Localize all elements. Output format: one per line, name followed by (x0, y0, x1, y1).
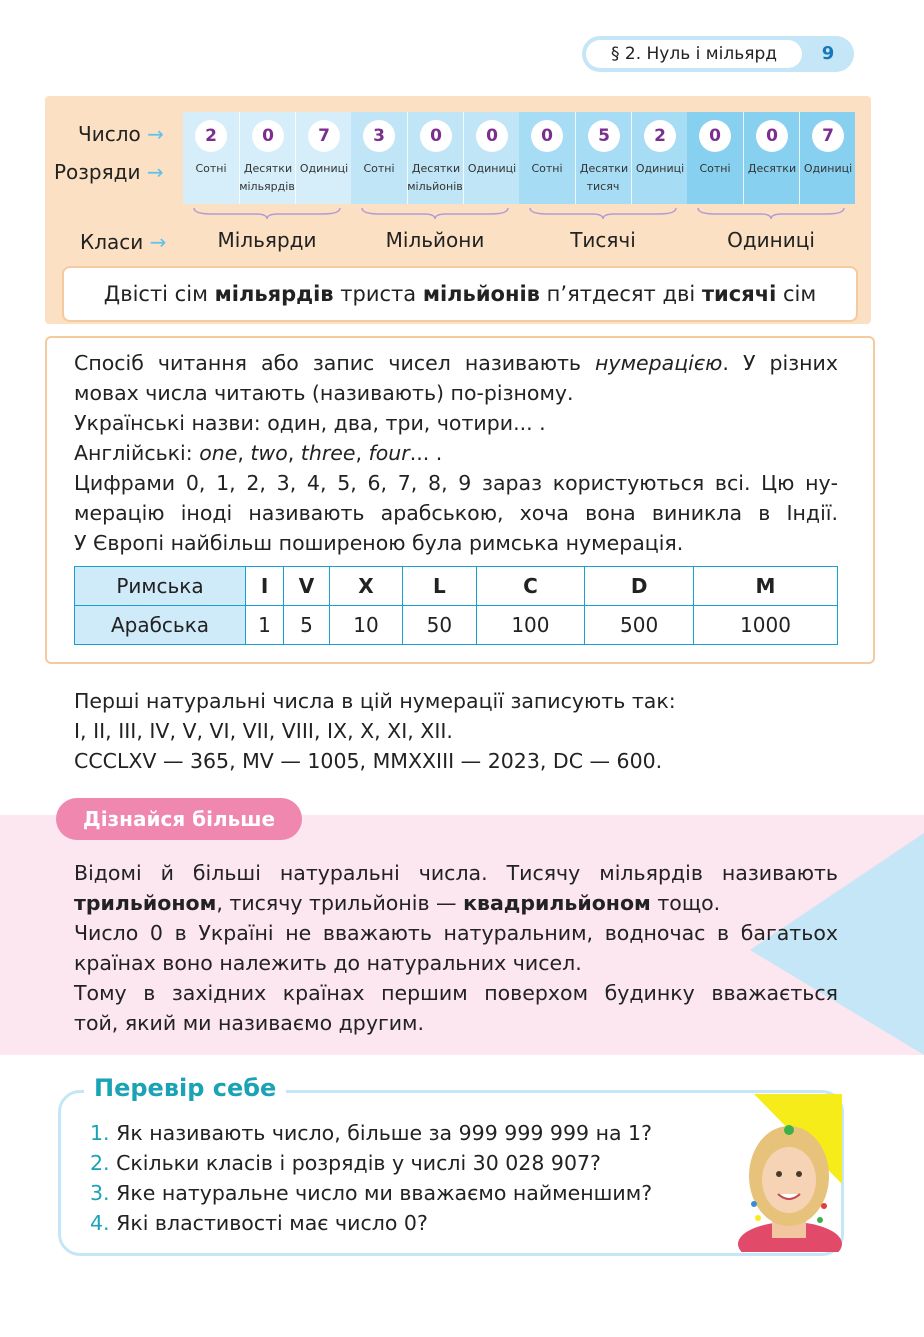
question-item: 2. Скільки класів і розрядів у числі 30 028 907? (90, 1151, 601, 1175)
rank-label: Одиниці (467, 162, 517, 175)
class-name: Мільйони (385, 228, 485, 252)
rank-label: Одиниці (803, 162, 853, 175)
rank-label: Десятки (411, 162, 461, 175)
paragraph: той, який ми називаємо другим. (74, 1011, 425, 1035)
digit: 7 (812, 120, 844, 152)
paragraph: Англійські: one, two, three, four... . (74, 441, 443, 465)
digit: 2 (195, 120, 227, 152)
page-number: 9 (821, 43, 835, 64)
rank-label: Десятки (579, 162, 629, 175)
paragraph: Цифрами 0, 1, 2, 3, 4, 5, 6, 7, 8, 9 зараз користуються всі. Цю ну- (74, 471, 838, 495)
paragraph: Перші натуральні числа в цій нумерації записують так: (74, 689, 676, 713)
table-cell: 100 (476, 606, 585, 645)
rank-sublabel: мільйонів (407, 180, 463, 193)
brace-icon (696, 206, 846, 220)
paragraph: Число 0 в Україні не вважають натуральним, водночас в багатьох (74, 921, 838, 945)
rank-label: Одиниці (299, 162, 349, 175)
brace-icon (192, 206, 342, 220)
table-cell: V (284, 567, 330, 606)
digit: 0 (756, 120, 788, 152)
table-cell: D (585, 567, 694, 606)
paragraph: мерацію іноді називають арабською, хоча вона виникла в Індії. (74, 501, 838, 525)
class-group-units (687, 112, 855, 204)
class-name: Тисячі (570, 228, 636, 252)
rank-label: Сотні (699, 162, 731, 175)
table-cell: 10 (329, 606, 402, 645)
paragraph: Відомі й більші натуральні числа. Тисячу мільярдів називають (74, 861, 838, 885)
table-cell: 1 (246, 606, 284, 645)
table-cell: 500 (585, 606, 694, 645)
rank-sublabel: мільярдів (239, 180, 295, 193)
digit: 0 (252, 120, 284, 152)
paragraph: трильйоном, тисячу трильйонів — квадрильйоном тощо. (74, 891, 721, 915)
number-reading: Двісті сім мільярдів триста мільйонів п’ятдесят дві тисячі сім (62, 266, 858, 322)
question-item: 4. Які властивості має число 0? (90, 1211, 428, 1235)
table-header: Римська (75, 567, 246, 606)
learn-more-badge: Дізнайся більше (56, 798, 302, 840)
table-cell: C (476, 567, 585, 606)
table-cell: X (329, 567, 402, 606)
table-cell: 50 (403, 606, 476, 645)
girl-illustration (732, 1094, 842, 1252)
digit: 2 (644, 120, 676, 152)
table-cell: M (693, 567, 837, 606)
paragraph: I, II, III, IV, V, VI, VII, VIII, IX, X, XI, XII. (74, 719, 453, 743)
table-row (75, 567, 838, 606)
class-group-millions (351, 112, 519, 204)
digit: 0 (420, 120, 452, 152)
paragraph: Спосіб читання або запис чисел називають нумерацією. У різних (74, 351, 838, 375)
brace-icon (528, 206, 678, 220)
paragraph: країнах воно належить до натуральних чисел. (74, 951, 582, 975)
brace-icon (360, 206, 510, 220)
class-name: Мільярди (217, 228, 317, 252)
class-group-billions (183, 112, 351, 204)
rank-label: Десятки (747, 162, 797, 175)
paragraph: мовах числа читають (називають) по-різному. (74, 381, 574, 405)
section-title: § 2. Нуль і мільярд (586, 40, 802, 68)
table-cell: L (403, 567, 476, 606)
digit: 3 (363, 120, 395, 152)
row-label-classes: Класи → (80, 230, 167, 254)
table-cell: I (246, 567, 284, 606)
paragraph: Українські назви: один, два, три, чотири... . (74, 411, 546, 435)
table-header: Арабська (75, 606, 246, 645)
digit: 5 (588, 120, 620, 152)
digit: 0 (476, 120, 508, 152)
row-label-ranks: Розряди → (54, 160, 164, 184)
question-item: 1. Як називають число, більше за 999 999 999 на 1? (90, 1121, 652, 1145)
digit: 0 (699, 120, 731, 152)
class-name: Одиниці (727, 228, 815, 252)
paragraph: CCCLXV — 365, MV — 1005, MMXXIII — 2023, DC — 600. (74, 749, 663, 773)
rank-label: Сотні (531, 162, 563, 175)
rank-label: Сотні (195, 162, 227, 175)
rank-label: Одиниці (635, 162, 685, 175)
rank-label: Десятки (243, 162, 293, 175)
table-row (75, 606, 838, 645)
class-group-thousands (519, 112, 687, 204)
row-label-number: Число → (78, 122, 164, 146)
digit: 0 (531, 120, 563, 152)
rank-sublabel: тисяч (586, 180, 620, 193)
table-cell: 5 (284, 606, 330, 645)
question-item: 3. Яке натуральне число ми вважаємо найменшим? (90, 1181, 653, 1205)
check-yourself-title: Перевір себе (84, 1070, 286, 1106)
paragraph: У Європі найбільш поширеною була римська нумерація. (74, 531, 684, 555)
digit: 7 (308, 120, 340, 152)
table-cell: 1000 (693, 606, 837, 645)
paragraph: Тому в західних країнах першим поверхом будинку вважається (74, 981, 838, 1005)
roman-arabic-table (74, 566, 838, 645)
rank-label: Сотні (363, 162, 395, 175)
